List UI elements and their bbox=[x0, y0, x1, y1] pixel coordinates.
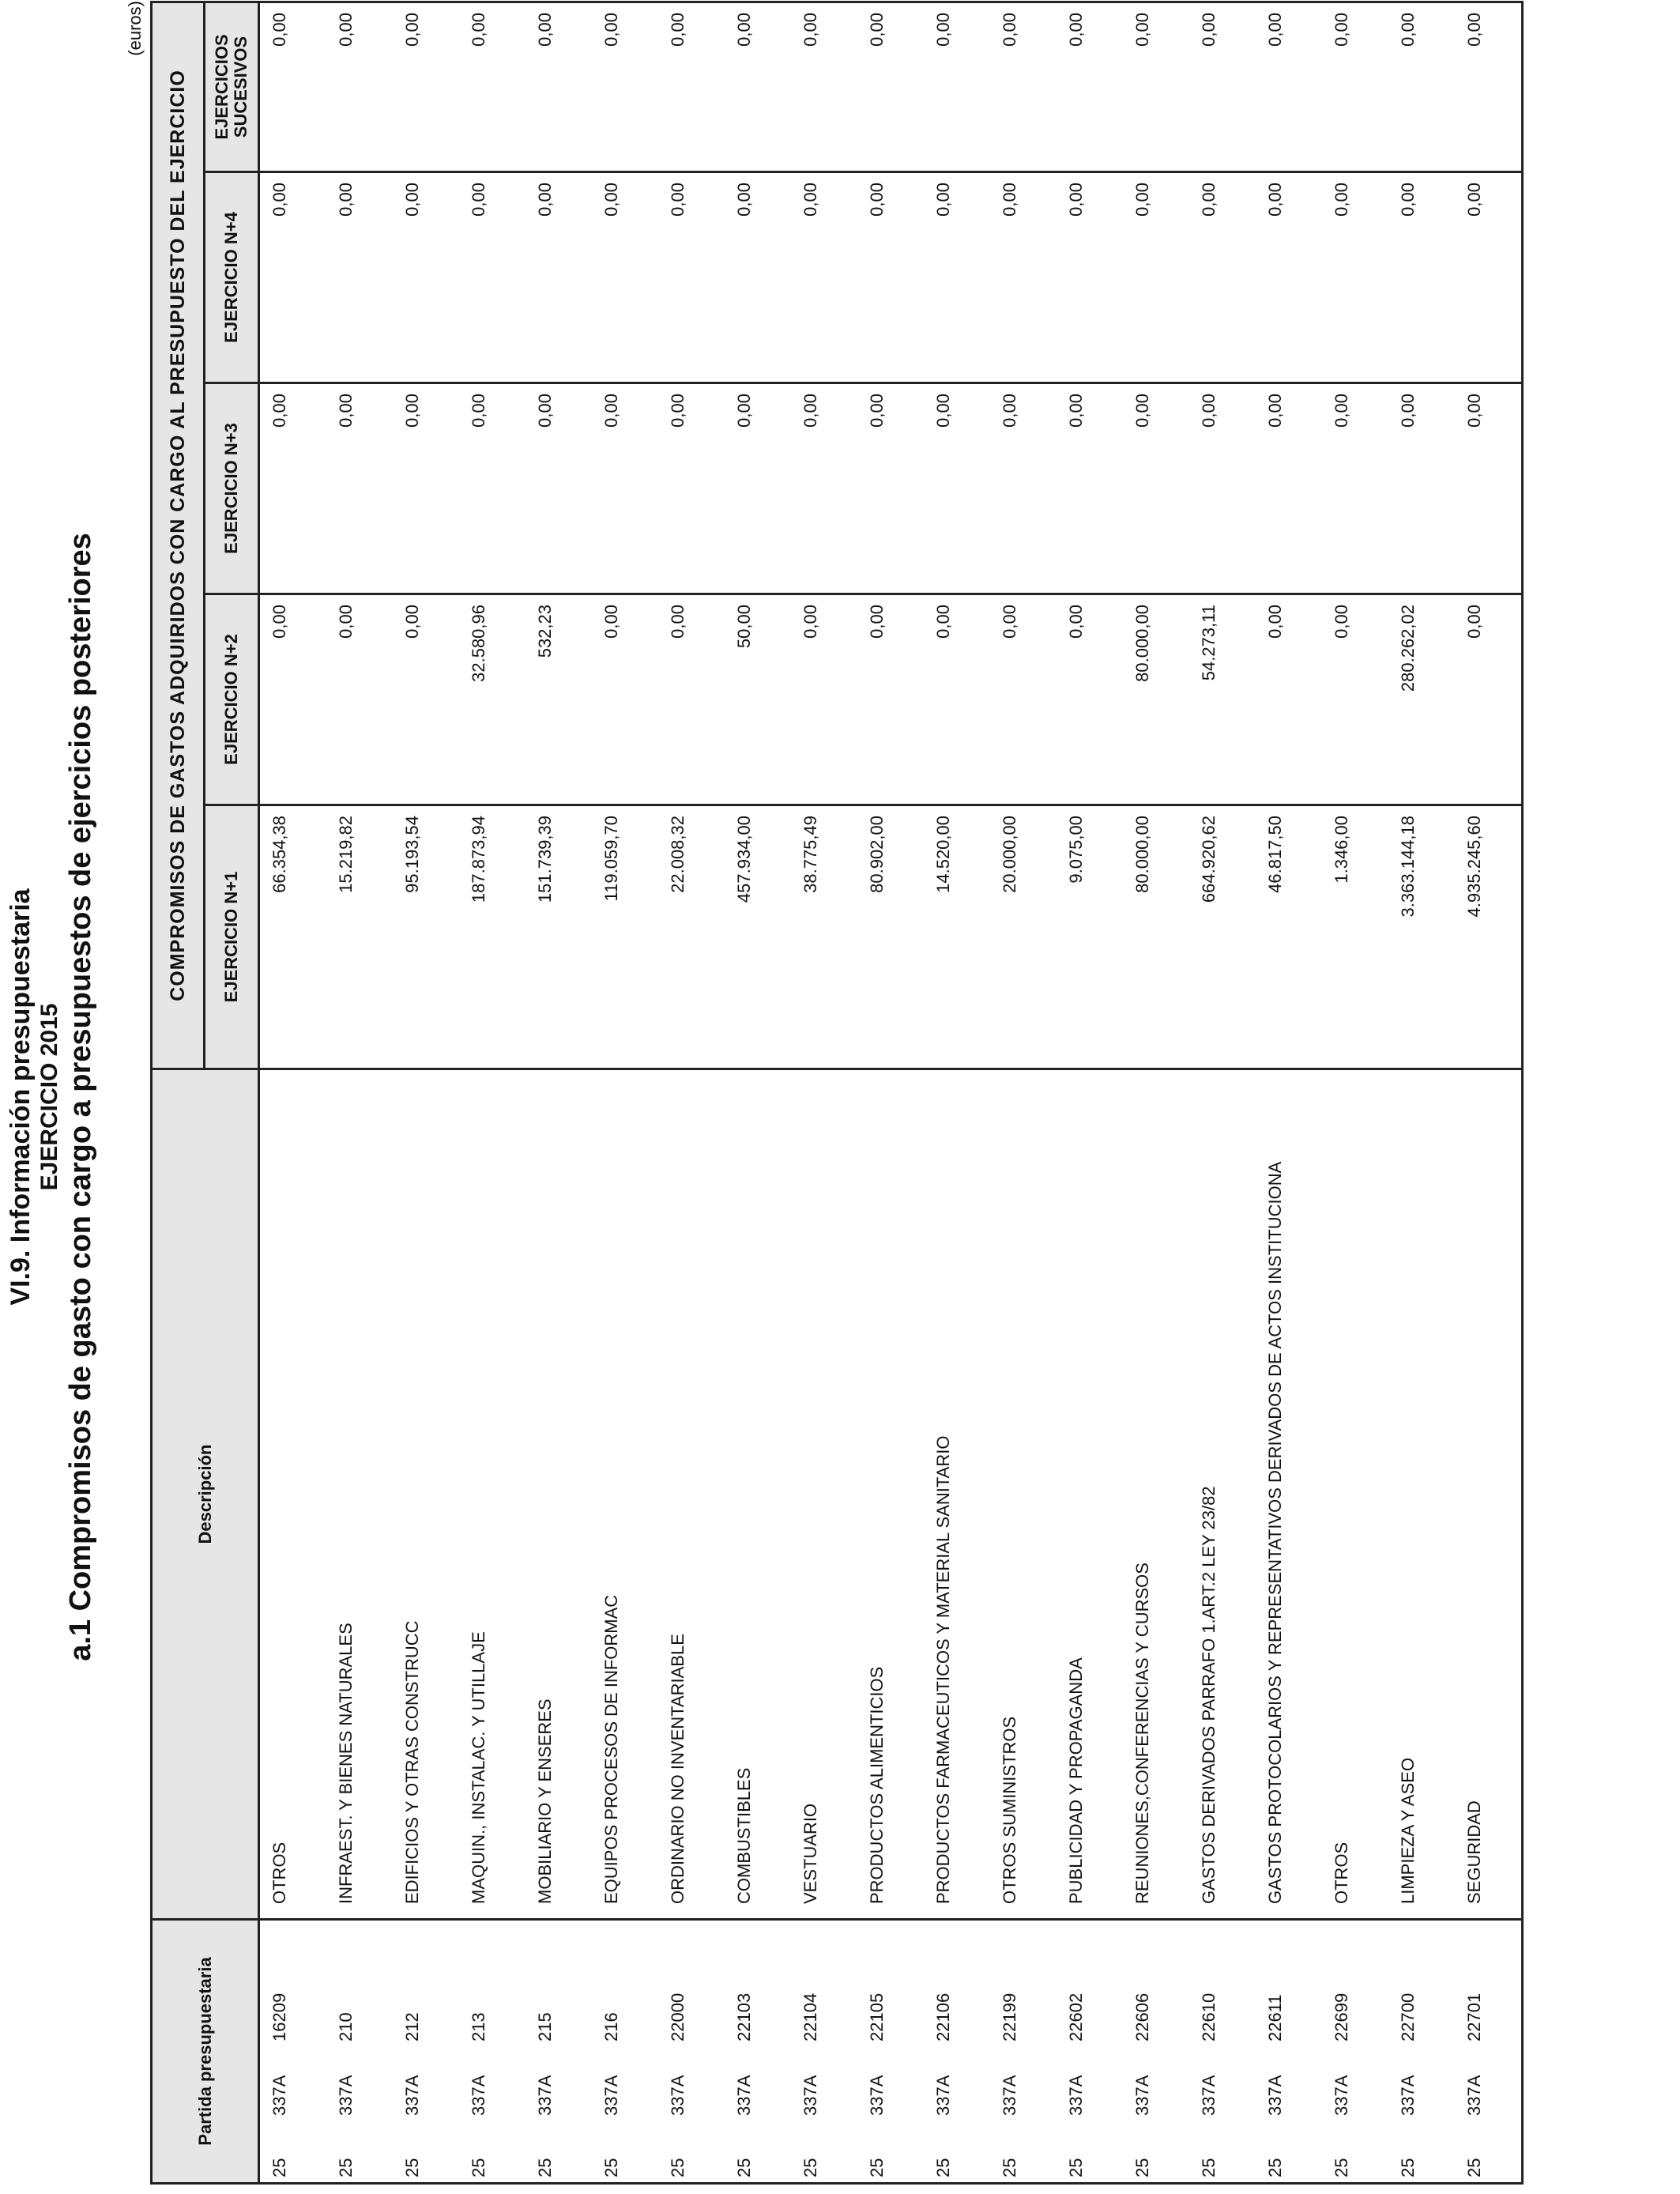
amount-n4-cell: 0,00 bbox=[1256, 172, 1322, 383]
partida-concepto: 210 bbox=[336, 2012, 356, 2041]
col-header-sucesivos-line1: EJERCICIOS bbox=[211, 34, 232, 140]
col-header-n4: EJERCICIO N+4 bbox=[205, 172, 259, 383]
commitments-table bbox=[150, 1, 1524, 2185]
amount-n2-cell: 0,00 bbox=[1256, 594, 1322, 805]
amount-n4-cell: 0,00 bbox=[459, 172, 525, 383]
partida-organo: 25 bbox=[269, 2158, 289, 2177]
amount-n1-cell: 187.873,94 bbox=[459, 805, 525, 1069]
amount-n2-cell: 0,00 bbox=[592, 594, 658, 805]
partida-cell bbox=[1057, 1920, 1123, 2184]
amount-n4-cell: 0,00 bbox=[725, 172, 791, 383]
amount-sucesivos-cell: 0,00 bbox=[924, 2, 990, 172]
descripcion-cell: LIMPIEZA Y ASEO bbox=[1388, 1069, 1455, 1920]
amount-n4-cell: 0,00 bbox=[990, 172, 1057, 383]
amount-n3-cell: 0,00 bbox=[525, 383, 592, 594]
partida-programa: 337A bbox=[734, 2075, 754, 2116]
amount-sucesivos-cell: 0,00 bbox=[1322, 2, 1388, 172]
amount-n1-cell: 457.934,00 bbox=[725, 805, 791, 1069]
amount-n4-cell: 0,00 bbox=[393, 172, 459, 383]
amount-n4-cell: 0,00 bbox=[1057, 172, 1123, 383]
table-row bbox=[725, 2, 791, 2184]
partida-programa: 337A bbox=[1332, 2075, 1351, 2116]
descripcion-cell: PRODUCTOS ALIMENTICIOS bbox=[857, 1069, 924, 1920]
partida-organo: 25 bbox=[1066, 2158, 1086, 2177]
exercise-label: EJERCICIO 2015 bbox=[36, 1003, 62, 1191]
amount-n2-cell: 50,00 bbox=[725, 594, 791, 805]
col-header-n2: EJERCICIO N+2 bbox=[205, 594, 259, 805]
amount-sucesivos-cell: 0,00 bbox=[1256, 2, 1322, 172]
partida-concepto: 22701 bbox=[1464, 1992, 1484, 2041]
partida-concepto: 22610 bbox=[1199, 1992, 1219, 2041]
col-header-n3: EJERCICIO N+3 bbox=[205, 383, 259, 594]
partida-organo: 25 bbox=[1000, 2158, 1019, 2177]
table-row bbox=[459, 2, 525, 2184]
amount-n2-cell: 0,00 bbox=[1455, 594, 1523, 805]
amount-n3-cell: 0,00 bbox=[1455, 383, 1523, 594]
partida-concepto: 16209 bbox=[269, 1992, 289, 2041]
amount-n3-cell: 0,00 bbox=[393, 383, 459, 594]
amount-n1-cell: 95.193,54 bbox=[393, 805, 459, 1069]
partida-organo: 25 bbox=[469, 2158, 488, 2177]
partida-concepto: 22602 bbox=[1066, 1992, 1086, 2041]
partida-concepto: 22105 bbox=[867, 1992, 887, 2041]
table-row bbox=[924, 2, 990, 2184]
amount-sucesivos-cell: 0,00 bbox=[1455, 2, 1523, 172]
partida-cell bbox=[725, 1920, 791, 2184]
descripcion-cell: REUNIONES,CONFERENCIAS Y CURSOS bbox=[1123, 1069, 1189, 1920]
partida-programa: 337A bbox=[1066, 2075, 1086, 2116]
amount-n1-cell: 66.354,38 bbox=[259, 805, 327, 1069]
amount-n4-cell: 0,00 bbox=[791, 172, 857, 383]
table-row bbox=[592, 2, 658, 2184]
partida-cell bbox=[857, 1920, 924, 2184]
partida-concepto: 22106 bbox=[933, 1992, 953, 2041]
partida-concepto: 22199 bbox=[1000, 1992, 1019, 2041]
descripcion-cell: EDIFICIOS Y OTRAS CONSTRUCC bbox=[393, 1069, 459, 1920]
table-body bbox=[259, 2, 1523, 2184]
partida-programa: 337A bbox=[601, 2075, 621, 2116]
table-row bbox=[1455, 2, 1523, 2184]
col-header-partida: Partida presupuestaria bbox=[152, 1920, 259, 2184]
partida-programa: 337A bbox=[535, 2075, 555, 2116]
amount-n3-cell: 0,00 bbox=[1256, 383, 1322, 594]
partida-organo: 25 bbox=[1265, 2158, 1285, 2177]
partida-organo: 25 bbox=[1332, 2158, 1351, 2177]
descripcion-cell: INFRAEST. Y BIENES NATURALES bbox=[326, 1069, 393, 1920]
partida-programa: 337A bbox=[1464, 2075, 1484, 2116]
amount-sucesivos-cell: 0,00 bbox=[326, 2, 393, 172]
partida-cell bbox=[1123, 1920, 1189, 2184]
section-subtitle: a.1 Compromisos de gasto con cargo a presupuestos de ejercicios posteriores bbox=[64, 533, 97, 1661]
partida-cell bbox=[990, 1920, 1057, 2184]
amount-n4-cell: 0,00 bbox=[259, 172, 327, 383]
amount-n1-cell: 15.219,82 bbox=[326, 805, 393, 1069]
partida-cell bbox=[1189, 1920, 1256, 2184]
amount-sucesivos-cell: 0,00 bbox=[393, 2, 459, 172]
table-row bbox=[1256, 2, 1322, 2184]
partida-programa: 337A bbox=[269, 2075, 289, 2116]
partida-programa: 337A bbox=[668, 2075, 687, 2116]
partida-organo: 25 bbox=[800, 2158, 820, 2177]
descripcion-cell: OTROS bbox=[1322, 1069, 1388, 1920]
amount-n4-cell: 0,00 bbox=[525, 172, 592, 383]
amount-sucesivos-cell: 0,00 bbox=[658, 2, 725, 172]
col-header-n1: EJERCICIO N+1 bbox=[205, 805, 259, 1069]
partida-concepto: 22699 bbox=[1332, 1992, 1351, 2041]
amount-n4-cell: 0,00 bbox=[1189, 172, 1256, 383]
amount-sucesivos-cell: 0,00 bbox=[1189, 2, 1256, 172]
partida-cell bbox=[791, 1920, 857, 2184]
amount-n1-cell: 664.920,62 bbox=[1189, 805, 1256, 1069]
partida-concepto: 215 bbox=[535, 2012, 555, 2041]
amount-sucesivos-cell: 0,00 bbox=[1123, 2, 1189, 172]
col-header-sucesivos bbox=[205, 2, 259, 172]
amount-n1-cell: 4.935.245,60 bbox=[1455, 805, 1523, 1069]
amount-n3-cell: 0,00 bbox=[924, 383, 990, 594]
partida-programa: 337A bbox=[1132, 2075, 1152, 2116]
page-title: VI.9. Información presupuestaria bbox=[6, 888, 36, 1306]
descripcion-cell: MAQUIN., INSTALAC. Y UTILLAJE bbox=[459, 1069, 525, 1920]
amount-sucesivos-cell: 0,00 bbox=[1388, 2, 1455, 172]
table-row bbox=[1388, 2, 1455, 2184]
partida-cell bbox=[1455, 1920, 1523, 2184]
partida-programa: 337A bbox=[800, 2075, 820, 2116]
amount-n2-cell: 532,23 bbox=[525, 594, 592, 805]
amount-n1-cell: 14.520,00 bbox=[924, 805, 990, 1069]
partida-organo: 25 bbox=[933, 2158, 953, 2177]
amount-n2-cell: 0,00 bbox=[924, 594, 990, 805]
partida-organo: 25 bbox=[336, 2158, 356, 2177]
amount-n2-cell: 0,00 bbox=[857, 594, 924, 805]
amount-n3-cell: 0,00 bbox=[658, 383, 725, 594]
descripcion-cell: OTROS SUMINISTROS bbox=[990, 1069, 1057, 1920]
partida-concepto: 22000 bbox=[668, 1992, 687, 2041]
amount-n1-cell: 80.000,00 bbox=[1123, 805, 1189, 1069]
partida-concepto: 216 bbox=[601, 2012, 621, 2041]
amount-n1-cell: 151.739,39 bbox=[525, 805, 592, 1069]
amount-n3-cell: 0,00 bbox=[857, 383, 924, 594]
amount-n1-cell: 38.775,49 bbox=[791, 805, 857, 1069]
partida-organo: 25 bbox=[734, 2158, 754, 2177]
amount-n3-cell: 0,00 bbox=[459, 383, 525, 594]
amount-sucesivos-cell: 0,00 bbox=[791, 2, 857, 172]
amount-n4-cell: 0,00 bbox=[1322, 172, 1388, 383]
table-row bbox=[990, 2, 1057, 2184]
amount-n1-cell: 46.817,50 bbox=[1256, 805, 1322, 1069]
amount-sucesivos-cell: 0,00 bbox=[725, 2, 791, 172]
partida-cell bbox=[393, 1920, 459, 2184]
amount-n2-cell: 32.580,96 bbox=[459, 594, 525, 805]
amount-n3-cell: 0,00 bbox=[1057, 383, 1123, 594]
table-row bbox=[857, 2, 924, 2184]
amount-sucesivos-cell: 0,00 bbox=[259, 2, 327, 172]
partida-cell bbox=[459, 1920, 525, 2184]
descripcion-cell: GASTOS PROTOCOLARIOS Y REPRESENTATIVOS DERIVADOS DE ACTOS INSTITUCIONA bbox=[1256, 1069, 1322, 1920]
partida-cell bbox=[658, 1920, 725, 2184]
descripcion-cell: ORDINARIO NO INVENTARIABLE bbox=[658, 1069, 725, 1920]
col-header-sucesivos-line2: SUCESIVOS bbox=[230, 36, 250, 138]
amount-n1-cell: 119.059,70 bbox=[592, 805, 658, 1069]
amount-n4-cell: 0,00 bbox=[924, 172, 990, 383]
descripcion-cell: SEGURIDAD bbox=[1455, 1069, 1523, 1920]
amount-sucesivos-cell: 0,00 bbox=[1057, 2, 1123, 172]
amount-n2-cell: 80.000,00 bbox=[1123, 594, 1189, 805]
amount-n1-cell: 22.008,32 bbox=[658, 805, 725, 1069]
table-row bbox=[791, 2, 857, 2184]
amount-n3-cell: 0,00 bbox=[791, 383, 857, 594]
descripcion-cell: COMBUSTIBLES bbox=[725, 1069, 791, 1920]
amount-n1-cell: 1.346,00 bbox=[1322, 805, 1388, 1069]
amount-n4-cell: 0,00 bbox=[326, 172, 393, 383]
descripcion-cell: GASTOS DERIVADOS PARRAFO 1.ART.2 LEY 23/82 bbox=[1189, 1069, 1256, 1920]
amount-n4-cell: 0,00 bbox=[1388, 172, 1455, 383]
partida-programa: 337A bbox=[1265, 2075, 1285, 2116]
amount-n2-cell: 0,00 bbox=[791, 594, 857, 805]
amount-n4-cell: 0,00 bbox=[592, 172, 658, 383]
amount-n3-cell: 0,00 bbox=[1123, 383, 1189, 594]
partida-cell bbox=[525, 1920, 592, 2184]
partida-programa: 337A bbox=[402, 2075, 422, 2116]
partida-cell bbox=[592, 1920, 658, 2184]
amount-n1-cell: 9.075,00 bbox=[1057, 805, 1123, 1069]
partida-organo: 25 bbox=[668, 2158, 687, 2177]
amount-n2-cell: 0,00 bbox=[259, 594, 327, 805]
descripcion-cell: VESTUARIO bbox=[791, 1069, 857, 1920]
amount-n3-cell: 0,00 bbox=[990, 383, 1057, 594]
amount-n3-cell: 0,00 bbox=[326, 383, 393, 594]
partida-concepto: 22611 bbox=[1265, 1994, 1285, 2041]
group-header-compromisos: COMPROMISOS DE GASTOS ADQUIRIDOS CON CARGO AL PRESUPUESTO DEL EJERCICIO bbox=[152, 2, 205, 1069]
amount-n3-cell: 0,00 bbox=[1322, 383, 1388, 594]
partida-concepto: 22700 bbox=[1398, 1992, 1418, 2041]
partida-programa: 337A bbox=[336, 2075, 356, 2116]
amount-n2-cell: 0,00 bbox=[1057, 594, 1123, 805]
partida-organo: 25 bbox=[1464, 2158, 1484, 2177]
partida-programa: 337A bbox=[1000, 2075, 1019, 2116]
partida-programa: 337A bbox=[867, 2075, 887, 2116]
descripcion-cell: EQUIPOS PROCESOS DE INFORMAC bbox=[592, 1069, 658, 1920]
partida-concepto: 22104 bbox=[800, 1992, 820, 2041]
amount-n1-cell: 80.902,00 bbox=[857, 805, 924, 1069]
amount-n3-cell: 0,00 bbox=[259, 383, 327, 594]
partida-concepto: 212 bbox=[402, 2012, 422, 2041]
amount-n2-cell: 280.262,02 bbox=[1388, 594, 1455, 805]
amount-n2-cell: 0,00 bbox=[326, 594, 393, 805]
amount-n2-cell: 0,00 bbox=[658, 594, 725, 805]
title-block bbox=[5, 0, 98, 2194]
table-row bbox=[525, 2, 592, 2184]
descripcion-cell: PUBLICIDAD Y PROPAGANDA bbox=[1057, 1069, 1123, 1920]
amount-n2-cell: 54.273,11 bbox=[1189, 594, 1256, 805]
partida-programa: 337A bbox=[1398, 2075, 1418, 2116]
amount-n4-cell: 0,00 bbox=[1123, 172, 1189, 383]
table-row bbox=[259, 2, 327, 2184]
amount-n2-cell: 0,00 bbox=[1322, 594, 1388, 805]
table-row bbox=[658, 2, 725, 2184]
amount-sucesivos-cell: 0,00 bbox=[857, 2, 924, 172]
amount-n2-cell: 0,00 bbox=[990, 594, 1057, 805]
partida-concepto: 213 bbox=[469, 2012, 488, 2041]
amount-n4-cell: 0,00 bbox=[658, 172, 725, 383]
table-row bbox=[1189, 2, 1256, 2184]
descripcion-cell: PRODUCTOS FARMACEUTICOS Y MATERIAL SANITARIO bbox=[924, 1069, 990, 1920]
partida-cell bbox=[1388, 1920, 1455, 2184]
partida-concepto: 22606 bbox=[1132, 1992, 1152, 2041]
amount-n3-cell: 0,00 bbox=[1388, 383, 1455, 594]
table-row bbox=[1057, 2, 1123, 2184]
partida-organo: 25 bbox=[601, 2158, 621, 2177]
partida-organo: 25 bbox=[402, 2158, 422, 2177]
partida-organo: 25 bbox=[867, 2158, 887, 2177]
amount-n3-cell: 0,00 bbox=[1189, 383, 1256, 594]
col-header-descripcion: Descripción bbox=[152, 1069, 259, 1920]
table-row bbox=[326, 2, 393, 2184]
table-row bbox=[393, 2, 459, 2184]
amount-n4-cell: 0,00 bbox=[1455, 172, 1523, 383]
partida-organo: 25 bbox=[1132, 2158, 1152, 2177]
partida-programa: 337A bbox=[933, 2075, 953, 2116]
partida-programa: 337A bbox=[1199, 2075, 1219, 2116]
amount-n1-cell: 3.363.144,18 bbox=[1388, 805, 1455, 1069]
amount-n3-cell: 0,00 bbox=[592, 383, 658, 594]
descripcion-cell: OTROS bbox=[259, 1069, 327, 1920]
amount-sucesivos-cell: 0,00 bbox=[459, 2, 525, 172]
partida-organo: 25 bbox=[1199, 2158, 1219, 2177]
partida-programa: 337A bbox=[469, 2075, 488, 2116]
partida-cell bbox=[1322, 1920, 1388, 2184]
partida-cell bbox=[259, 1920, 327, 2184]
amount-sucesivos-cell: 0,00 bbox=[990, 2, 1057, 172]
partida-organo: 25 bbox=[535, 2158, 555, 2177]
partida-concepto: 22103 bbox=[734, 1992, 754, 2041]
amount-n1-cell: 20.000,00 bbox=[990, 805, 1057, 1069]
amount-sucesivos-cell: 0,00 bbox=[525, 2, 592, 172]
partida-cell bbox=[1256, 1920, 1322, 2184]
descripcion-cell: MOBILIARIO Y ENSERES bbox=[525, 1069, 592, 1920]
amount-n4-cell: 0,00 bbox=[857, 172, 924, 383]
amount-sucesivos-cell: 0,00 bbox=[592, 2, 658, 172]
table-row bbox=[1123, 2, 1189, 2184]
amount-n3-cell: 0,00 bbox=[725, 383, 791, 594]
unit-label: (euros) bbox=[125, 1, 145, 56]
amount-n2-cell: 0,00 bbox=[393, 594, 459, 805]
partida-cell bbox=[924, 1920, 990, 2184]
table-row bbox=[1322, 2, 1388, 2184]
partida-cell bbox=[326, 1920, 393, 2184]
partida-organo: 25 bbox=[1398, 2158, 1418, 2177]
